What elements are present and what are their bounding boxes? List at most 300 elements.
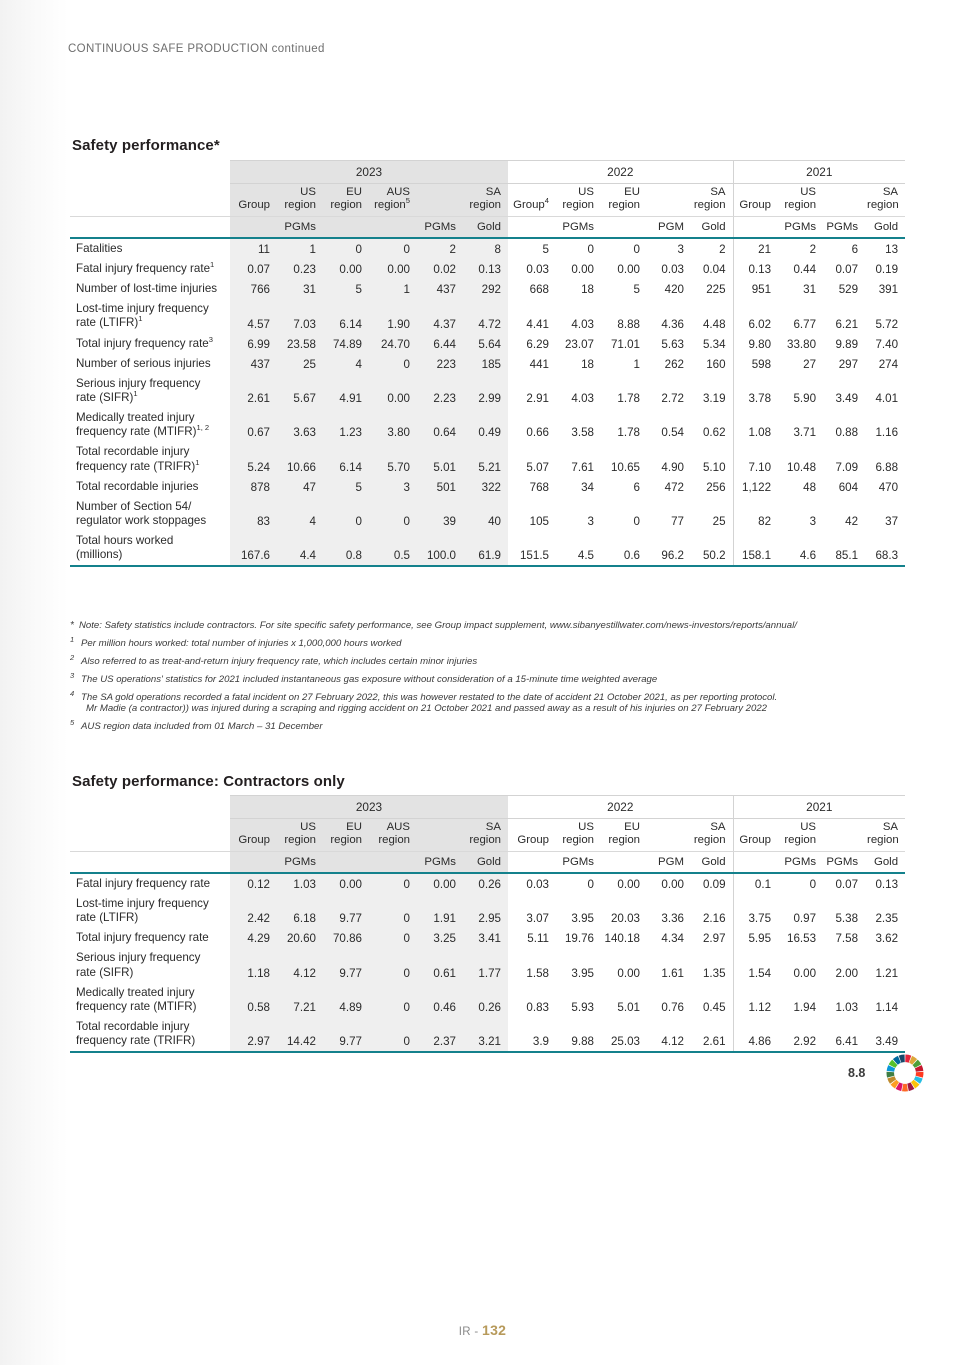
row-label: Total injury frequency rate$^3$: [76, 334, 213, 350]
cell-2021-3: 68.3: [865, 531, 905, 566]
cell-2022-3: 472: [664, 480, 684, 494]
table-row: [70, 408, 905, 442]
cell-2023-3: 0: [369, 948, 417, 982]
cell-2021-1: 10.48: [787, 460, 817, 474]
cell-2023-0: 0.07: [230, 259, 277, 279]
cell-2023-1: 4: [277, 497, 323, 531]
unit2-2022-group: [508, 851, 556, 873]
col2-2023-sa-region: SA region: [463, 819, 508, 852]
table-row: [70, 928, 905, 948]
cell-2022-4: 256: [706, 480, 726, 494]
cell-2023-5: 61.9: [463, 531, 508, 566]
cell-2021-2: 5.38: [835, 912, 859, 926]
cell-2021-3: 37: [885, 515, 899, 529]
cell-2022-0: 0.66: [526, 426, 549, 440]
cell-2022-2: 140.18: [604, 932, 640, 946]
row-label: Total recordable injury frequency rate (TRIFR): [70, 1017, 230, 1052]
cell-2022-1: 18: [581, 357, 594, 371]
cell-2022-3: 420: [664, 283, 684, 297]
contractors-performance-table: [70, 795, 905, 1053]
cell-2023-1: 25: [277, 354, 323, 374]
cell-2023-0: 167.6: [230, 531, 277, 566]
cell-2022-0: 441: [529, 357, 549, 371]
cell-2023-1: 1.03: [277, 873, 323, 894]
table-row: [70, 238, 905, 259]
cell-2021-3: 1.21: [875, 966, 899, 980]
cell-2023-4: 2.37: [417, 1017, 463, 1052]
cell-2022-2: 71.01: [610, 337, 640, 351]
cell-2023-0: 766: [230, 279, 277, 299]
cell-2022-0: 4.41: [526, 317, 549, 331]
cell-2022-0: 768: [529, 480, 549, 494]
cell-2022-2: 0.00: [617, 263, 640, 277]
col2-2022-sa-spacer: [647, 819, 691, 852]
cell-2021-2: 7.58: [835, 932, 859, 946]
cell-2023-4: 501: [417, 477, 463, 497]
footnote: [70, 718, 920, 733]
table-row: [70, 477, 905, 497]
cell-2023-0: 4.57: [230, 299, 277, 333]
cell-2023-0: 1.18: [230, 948, 277, 982]
cell-2023-3: 0: [369, 873, 417, 894]
cell-2023-2: 0.00: [323, 259, 369, 279]
cell-2023-4: 100.0: [417, 531, 463, 566]
cell-2021-0: 1,122: [733, 477, 778, 497]
cell-2022-4: 0.09: [702, 878, 726, 892]
year-band-row: [70, 161, 905, 184]
footnote-marker: 1: [70, 635, 75, 645]
cell-2023-0: 5.24: [230, 442, 277, 476]
cell-2023-4: 0.64: [417, 408, 463, 442]
row-label: Fatalities: [76, 241, 123, 255]
cell-2023-4: 437: [417, 279, 463, 299]
safety-performance-body: [70, 238, 905, 567]
unit2-2021-sa-pgms: PGMs: [823, 851, 865, 873]
cell-2022-0: 0.03: [526, 263, 549, 277]
cell-2022-1: 4.5: [556, 531, 601, 566]
footnote: [70, 689, 920, 715]
cell-2023-2: 1.23: [323, 408, 369, 442]
cell-2022-3: 0.76: [661, 1001, 684, 1015]
cell-2022-2: 0: [633, 515, 640, 529]
cell-2022-1: 0: [587, 878, 594, 892]
unit-2021-sa-gold: Gold: [865, 216, 905, 238]
cell-2021-1: 3.71: [793, 426, 817, 440]
page-footer-prefix: IR -: [458, 1326, 479, 1338]
safety-performance-table: [70, 160, 905, 567]
unit2-2023-sa-gold: Gold: [463, 851, 508, 873]
col-2023-group: Group: [230, 184, 277, 217]
year2-header-2022: 2022: [508, 796, 733, 819]
cell-2022-3: 262: [664, 357, 684, 371]
cell-2021-2: 297: [838, 357, 859, 371]
cell-2023-5: 2.95: [463, 894, 508, 928]
cell-2023-2: 4: [323, 354, 369, 374]
col2-2022-us-region: US region: [556, 819, 601, 852]
cell-2022-4: 2: [719, 243, 726, 257]
footnote: [70, 671, 920, 686]
cell-2022-0: 6.29: [526, 337, 549, 351]
sdg-target-number: 8.8: [848, 1066, 866, 1080]
cell-2023-0: 2.61: [230, 374, 277, 408]
cell-2021-1: 3: [809, 515, 817, 529]
table-row: [70, 873, 905, 894]
cell-2022-4: 225: [706, 283, 726, 297]
cell-2023-5: 2.99: [463, 374, 508, 408]
cell-2023-3: 3.80: [369, 408, 417, 442]
cell-2021-1: 2: [809, 243, 817, 257]
cell-2021-2: 42: [845, 515, 859, 529]
cell-2021-2: 85.1: [823, 531, 865, 566]
row-label: Medically treated injury frequency rate (MTIFR): [76, 985, 197, 1013]
row-label: Serious injury frequency rate (SIFR): [76, 951, 201, 979]
cell-2023-3: 5.70: [369, 442, 417, 476]
page-number: 132: [481, 1322, 507, 1338]
spacer-cell: [70, 851, 230, 873]
col2-2023-sa-spacer: [417, 819, 463, 852]
cell-2022-3: 0.54: [661, 426, 684, 440]
col-2023-eu-region: EU region: [323, 184, 369, 217]
cell-2021-1: 6.77: [793, 317, 817, 331]
footnote-marker: 3: [70, 671, 75, 681]
cell-2021-3: 2.35: [875, 912, 899, 926]
cell-2023-2: 6.14: [323, 442, 369, 476]
unit2-2021-sa-gold: Gold: [865, 851, 905, 873]
cell-2023-2: 5: [323, 477, 369, 497]
col-2022-group: Group$^4$: [508, 184, 556, 217]
cell-2023-2: 74.89: [323, 334, 369, 354]
cell-2021-1: 5.90: [793, 392, 817, 406]
cell-2023-4: 5.01: [417, 442, 463, 476]
cell-2023-3: 0: [369, 928, 417, 948]
spacer-cell: [70, 819, 230, 852]
table-row: [70, 894, 905, 928]
cell-2022-1: 18: [581, 283, 594, 297]
year-header-2023: 2023: [230, 161, 508, 184]
cell-2023-3: 24.70: [369, 334, 417, 354]
cell-2021-2: 0.88: [835, 426, 859, 440]
year2-header-2023: 2023: [230, 796, 508, 819]
cell-2023-3: 1: [369, 279, 417, 299]
unit2-2023-group: [230, 851, 277, 873]
cell-2023-5: 8: [463, 238, 508, 259]
cell-2021-3: 7.40: [875, 337, 899, 351]
cell-2021-1: 0.97: [793, 912, 817, 926]
cell-2023-0: 2.42: [230, 894, 277, 928]
cell-2023-0: 0.67: [230, 408, 277, 442]
cell-2021-0: 3.78: [733, 374, 778, 408]
cell-2022-2: 10.65: [610, 460, 640, 474]
cell-2023-4: 6.44: [417, 334, 463, 354]
subheader-row-2: [70, 819, 905, 852]
cell-2023-1: 1: [277, 238, 323, 259]
table-row: [70, 442, 905, 476]
table-row: [70, 279, 905, 299]
cell-2023-1: 7.21: [277, 983, 323, 1017]
cell-2023-2: 5: [323, 279, 369, 299]
cell-2021-3: 391: [878, 283, 899, 297]
cell-2022-4: 0.62: [702, 426, 726, 440]
col2-2023-aus-region: AUS region: [369, 819, 417, 852]
cell-2023-1: 3.63: [277, 408, 323, 442]
cell-2022-3: 0.00: [661, 878, 684, 892]
cell-2023-5: 4.72: [463, 299, 508, 333]
cell-2022-4: 5.10: [702, 460, 726, 474]
cell-2021-0: 3.75: [733, 894, 778, 928]
cell-2021-2: 604: [838, 480, 859, 494]
cell-2023-3: 0: [369, 894, 417, 928]
cell-2023-0: 437: [230, 354, 277, 374]
row-label: Medically treated injury frequency rate (MTIFR)$^{1, 2}$: [76, 411, 210, 439]
section-title-contractors: Safety performance: Contractors only: [72, 773, 345, 790]
cell-2022-1: 0.00: [571, 263, 594, 277]
row-label: Number of serious injuries: [76, 356, 211, 370]
cell-2021-3: 3.62: [875, 932, 899, 946]
cell-2023-3: 0.00: [369, 259, 417, 279]
cell-2023-5: 3.41: [463, 928, 508, 948]
cell-2023-4: 223: [417, 354, 463, 374]
col2-2023-group: Group: [230, 819, 277, 852]
row-label: Total recordable injury frequency rate (TRIFR)$^1$: [76, 445, 200, 473]
col-2022-eu-region: EU region: [601, 184, 647, 217]
unit2-2021-group: [733, 851, 778, 873]
unit-2023-eu: [323, 216, 369, 238]
cell-2022-0: 5: [542, 243, 549, 257]
cell-2021-2: 1.03: [835, 1001, 859, 1015]
col-2022-us-region: US region: [556, 184, 601, 217]
cell-2023-5: 0.26: [463, 983, 508, 1017]
sdg-wheel-segment: [902, 1084, 908, 1092]
footnote: [70, 635, 920, 650]
cell-2021-2: 529: [838, 283, 859, 297]
cell-2022-4: 2.16: [702, 912, 726, 926]
cell-2023-2: 0: [323, 238, 369, 259]
cell-2021-2: 9.89: [835, 337, 859, 351]
unit-2023-group: [230, 216, 277, 238]
footnote-text-continued: Mr Madie (a contractor)) was injured during a scraping and rigging accident on 21 October 2021 and passed away as a result of his injuries on 27 February 2022: [86, 703, 768, 715]
footnote-text: The US operations' statistics for 2021 included instantaneous gas exposure without consideration of a 15-minute time weighted average: [81, 674, 658, 686]
footnote-marker: *: [70, 620, 74, 631]
cell-2022-1: 3.58: [571, 426, 594, 440]
cell-2021-2: 6.21: [835, 317, 859, 331]
table-row: [70, 259, 905, 279]
cell-2022-3: 3.36: [661, 912, 684, 926]
cell-2022-1: 0: [587, 243, 594, 257]
cell-2022-4: 3.19: [702, 392, 726, 406]
cell-2023-2: 4.91: [323, 374, 369, 408]
table-row: [70, 497, 905, 531]
col2-2021-sa-region: SA region: [865, 819, 905, 852]
col-2021-group: Group: [733, 184, 778, 217]
cell-2022-3: 2.72: [661, 392, 684, 406]
cell-2023-3: 0.5: [369, 531, 417, 566]
cell-2021-0: 598: [733, 354, 778, 374]
unit2-2022-pgms: PGMs: [556, 851, 601, 873]
cell-2023-5: 0.13: [463, 259, 508, 279]
col2-2021-group: Group: [733, 819, 778, 852]
col-2023-us-region: US region: [277, 184, 323, 217]
cell-2023-3: 3: [369, 477, 417, 497]
year2-header-2021: 2021: [733, 796, 905, 819]
spacer-cell: [70, 796, 230, 819]
cell-2021-1: 16.53: [787, 932, 817, 946]
cell-2021-0: 6.02: [733, 299, 778, 333]
cell-2021-0: 5.95: [733, 928, 778, 948]
cell-2023-1: 47: [277, 477, 323, 497]
cell-2023-4: 3.25: [417, 928, 463, 948]
cell-2022-4: 50.2: [691, 531, 733, 566]
cell-2023-4: 1.91: [417, 894, 463, 928]
unit-2022-group: [508, 216, 556, 238]
cell-2022-0: 5.07: [526, 460, 549, 474]
table-row: [70, 299, 905, 333]
table-row: [70, 531, 905, 566]
footnote-text: Also referred to as treat-and-return injury frequency rate, which includes certain minor injuries: [81, 656, 478, 668]
unit2-2022-sa-gold: Gold: [691, 851, 733, 873]
unit2-2023-eu: [323, 851, 369, 873]
cell-2022-4: 2.97: [702, 932, 726, 946]
footnote-marker: 2: [70, 653, 75, 663]
cell-2022-4: 2.61: [691, 1017, 733, 1052]
cell-2021-1: 0: [809, 878, 817, 892]
cell-2023-2: 9.77: [323, 1017, 369, 1052]
cell-2023-0: 2.97: [230, 1017, 277, 1052]
cell-2022-0: 3.07: [526, 912, 549, 926]
cell-2023-5: 0.49: [463, 408, 508, 442]
table-row: [70, 354, 905, 374]
row-label: Total recordable injuries: [76, 479, 199, 493]
cell-2021-0: 7.10: [733, 442, 778, 476]
cell-2022-2: 6: [633, 480, 640, 494]
page-title: Safety performance*: [72, 137, 220, 154]
cell-2023-1: 14.42: [277, 1017, 323, 1052]
cell-2022-0: 1.58: [526, 966, 549, 980]
cell-2021-3: 1.16: [875, 426, 899, 440]
cell-2021-0: 9.80: [733, 334, 778, 354]
unit-2022-sa-pgm: PGM: [647, 216, 691, 238]
cell-2021-1: 48: [803, 480, 817, 494]
cell-2023-5: 322: [463, 477, 508, 497]
cell-2023-0: 11: [230, 238, 277, 259]
cell-2022-3: 3: [677, 243, 684, 257]
cell-2023-0: 0.58: [230, 983, 277, 1017]
cell-2022-0: 5.11: [527, 932, 549, 946]
cell-2021-0: 951: [733, 279, 778, 299]
cell-2021-3: 0.19: [875, 263, 899, 277]
cell-2022-1: 4.03: [571, 392, 594, 406]
unit2-2023-aus: [369, 851, 417, 873]
col-2023-sa-spacer: [417, 184, 463, 217]
unit-2022-sa-gold: Gold: [691, 216, 733, 238]
col-2023-sa-region: SA region: [463, 184, 508, 217]
cell-2021-3: 1.14: [875, 1001, 899, 1015]
cell-2023-2: 0.8: [323, 531, 369, 566]
cell-2022-0: 2.91: [526, 392, 549, 406]
cell-2022-2: 1: [633, 357, 640, 371]
footnote: [70, 620, 920, 631]
cell-2021-0: 1.54: [733, 948, 778, 982]
cell-2023-5: 292: [463, 279, 508, 299]
footnote-text: Per million hours worked: total number of injuries x 1,000,000 hours worked: [81, 638, 402, 650]
col2-2021-sa-spacer: [823, 819, 865, 852]
cell-2023-1: 4.12: [277, 948, 323, 982]
cell-2023-2: 6.14: [323, 299, 369, 333]
cell-2021-2: 6: [851, 243, 859, 257]
cell-2022-0: 668: [529, 283, 549, 297]
col-2023-aus-region: AUS region$^5$: [369, 184, 417, 217]
cell-2022-2: 1.78: [617, 392, 640, 406]
row-label: Serious injury frequency rate (SIFR)$^1$: [76, 376, 201, 405]
cell-2022-0: 0.83: [526, 1001, 549, 1015]
cell-2021-0: 1.08: [733, 408, 778, 442]
unit-2021-pgms: PGMs: [778, 216, 823, 238]
cell-2022-1: 5.93: [571, 1001, 594, 1015]
footnote-marker: 4: [70, 689, 75, 699]
cell-2023-5: 185: [463, 354, 508, 374]
cell-2022-2: 0.6: [601, 531, 647, 566]
col-2021-sa-spacer: [823, 184, 865, 217]
cell-2023-4: 2: [417, 238, 463, 259]
cell-2023-2: 9.77: [323, 948, 369, 982]
cell-2022-0: 151.5: [508, 531, 556, 566]
footnote-text: Note: Safety statistics include contractors. For site specific safety performance, see Group impact supplement, www.sibanyestillwater.com/news-investors/reports/annual/: [79, 620, 797, 631]
cell-2023-4: 2.23: [417, 374, 463, 408]
cell-2022-3: 4.36: [661, 317, 684, 331]
cell-2022-3: 0.03: [661, 263, 684, 277]
cell-2022-3: 4.34: [661, 932, 684, 946]
cell-2023-0: 0.12: [230, 873, 277, 894]
cell-2023-3: 0: [369, 1017, 417, 1052]
cell-2022-1: 34: [581, 480, 594, 494]
cell-2022-1: 19.76: [564, 932, 594, 946]
cell-2023-3: 0: [369, 983, 417, 1017]
cell-2023-5: 1.77: [463, 948, 508, 982]
unit-2023-sa-gold: Gold: [463, 216, 508, 238]
unit-2021-sa-pgms: PGMs: [823, 216, 865, 238]
cell-2022-1: 9.88: [556, 1017, 601, 1052]
cell-2022-1: 4.03: [571, 317, 594, 331]
cell-2023-0: 83: [230, 497, 277, 531]
subheader-row: [70, 184, 905, 217]
cell-2021-3: 4.01: [875, 392, 899, 406]
cell-2021-2: 7.09: [835, 460, 859, 474]
spacer-cell: [70, 161, 230, 184]
unit-2022-pgms: PGMs: [556, 216, 601, 238]
unit-row: [70, 216, 905, 238]
cell-2022-4: 4.48: [702, 317, 726, 331]
cell-2021-3: 6.88: [875, 460, 899, 474]
unit2-2021-pgms: PGMs: [778, 851, 823, 873]
cell-2023-1: 10.66: [277, 442, 323, 476]
cell-2022-3: 5.63: [661, 337, 684, 351]
cell-2021-3: 13: [885, 243, 899, 257]
cell-2022-3: 77: [671, 515, 684, 529]
cell-2021-0: 0.1: [733, 873, 778, 894]
cell-2022-1: 23.07: [564, 337, 594, 351]
cell-2022-2: 25.03: [601, 1017, 647, 1052]
col2-2021-us-region: US region: [778, 819, 823, 852]
cell-2022-1: 3.95: [571, 912, 594, 926]
cell-2023-0: 6.99: [230, 334, 277, 354]
cell-2021-0: 1.12: [733, 983, 778, 1017]
unit-row-2: [70, 851, 905, 873]
unit2-2022-eu: [601, 851, 647, 873]
col-2021-us-region: US region: [778, 184, 823, 217]
cell-2023-1: 0.23: [277, 259, 323, 279]
cell-2021-0: 0.13: [733, 259, 778, 279]
cell-2023-3: 0: [369, 238, 417, 259]
spacer-cell: [70, 216, 230, 238]
